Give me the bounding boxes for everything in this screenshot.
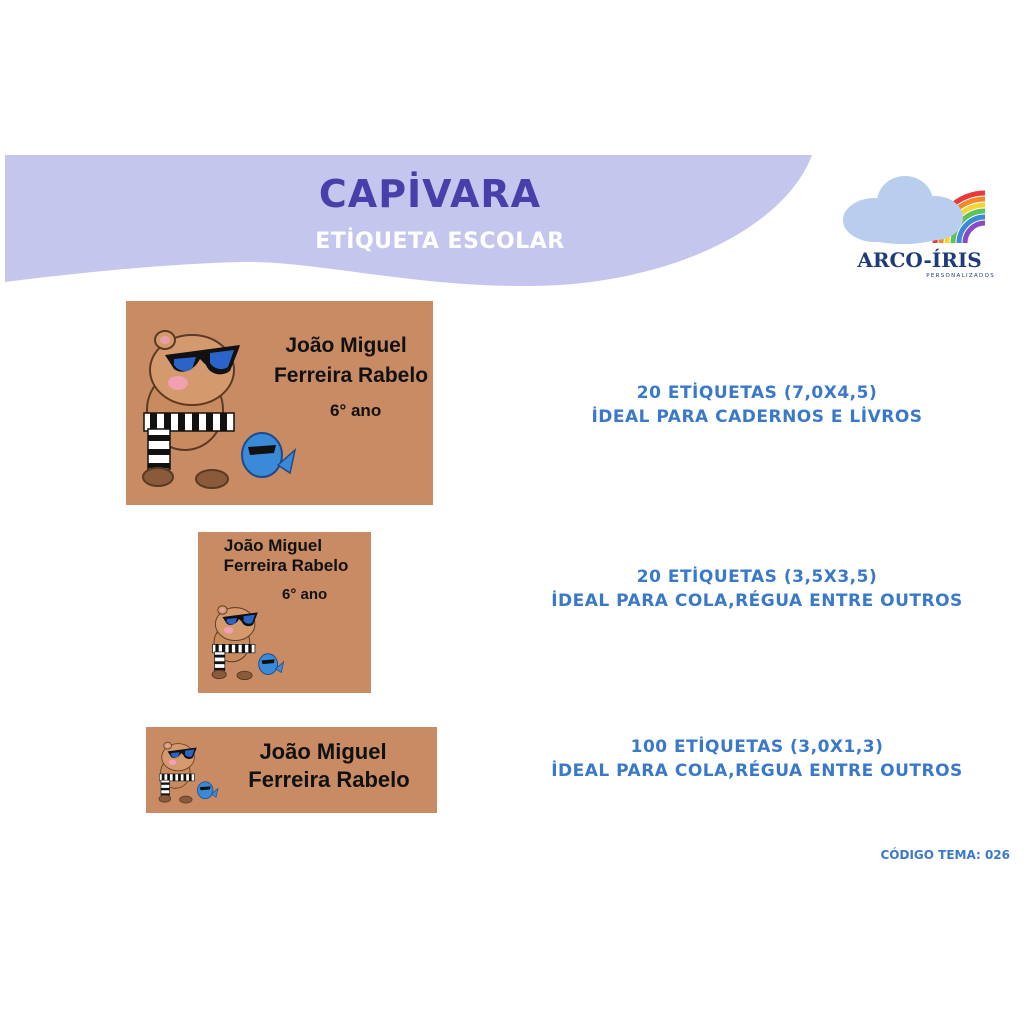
student-name-line1: João Miguel <box>285 334 407 357</box>
desc-usage: İDEAL PARA COLA,RÉGUA ENTRE OUTROS <box>551 590 963 611</box>
logo-tagline: PERSONALIZADOS <box>926 273 995 279</box>
logo-name: ARCO-ÍRIS <box>857 248 982 272</box>
label-square-description <box>520 566 994 614</box>
desc-usage: İDEAL PARA CADERNOS E LİVROS <box>591 406 923 427</box>
label-large-description <box>520 382 994 430</box>
page-subtitle: ETİQUETA ESCOLAR <box>315 229 565 254</box>
label-large <box>126 301 433 505</box>
student-grade: 6° ano <box>282 586 328 603</box>
student-name-line2: Ferreira Rabelo <box>248 767 410 792</box>
theme-code: CÓDIGO TEMA: 026 <box>880 848 1010 862</box>
student-name-line1: João Miguel <box>259 739 387 764</box>
label-small <box>146 727 437 813</box>
desc-quantity: 100 ETİQUETAS (3,0X1,3) <box>630 737 884 757</box>
student-grade: 6° ano <box>330 401 382 420</box>
student-name-line2: Ferreira Rabelo <box>223 556 349 575</box>
label-small-description <box>520 736 994 784</box>
page-title: CAPİVARA <box>318 172 542 216</box>
student-name-line2: Ferreira Rabelo <box>273 364 429 387</box>
capybara-mascot-icon <box>154 735 220 809</box>
student-name-line1: João Miguel <box>223 536 323 555</box>
brand-logo <box>835 168 995 283</box>
capybara-mascot-icon <box>206 594 286 690</box>
desc-quantity: 20 ETİQUETAS (3,5X3,5) <box>636 567 878 587</box>
label-square <box>198 532 371 693</box>
desc-usage: İDEAL PARA COLA,RÉGUA ENTRE OUTROS <box>551 760 963 781</box>
rainbow-cloud-icon <box>835 168 995 253</box>
desc-quantity: 20 ETİQUETAS (7,0X4,5) <box>636 383 878 403</box>
